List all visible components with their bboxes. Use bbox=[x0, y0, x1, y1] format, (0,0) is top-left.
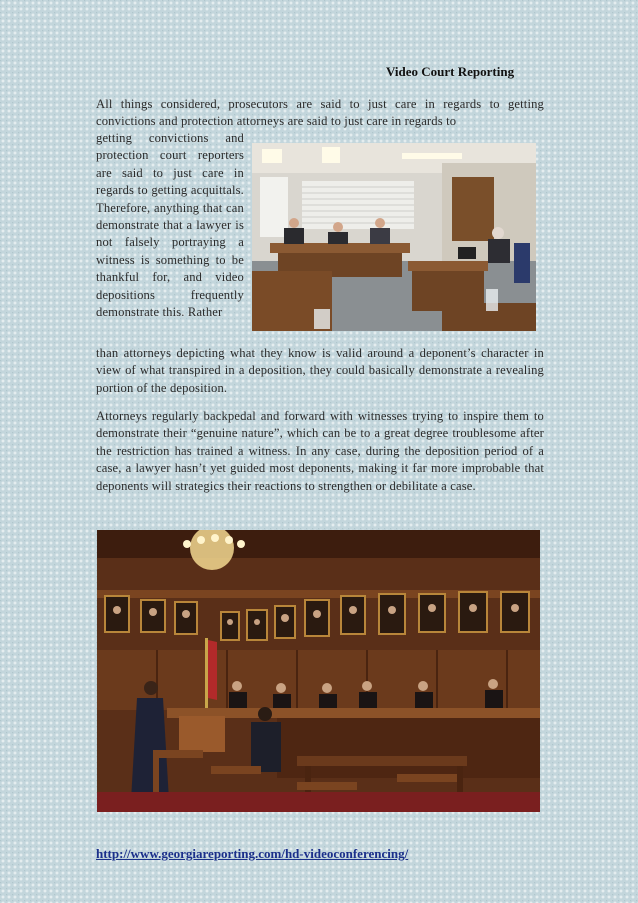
paragraph-1-full-lines: All things considered, prosecutors are said to just care in regards to getting convictions and protection attorneys are said to just care in regards to bbox=[96, 97, 544, 129]
courtroom-photo bbox=[97, 530, 540, 812]
footer-link[interactable]: http://www.georgiareporting.com/hd-videoconferencing/ bbox=[96, 846, 409, 861]
paragraph-1-continuation: than attorneys depicting what they know is valid around a deponent’s character in view of what transpired in a deposition, they could basically demonstrate a revealing portion of the deposition. bbox=[96, 346, 544, 395]
paragraph-1-wrapped-lines: getting convictions and protection court reporters are said to just care in regards to getting acquittals. Therefore, anything that can demonstrate that a lawyer is not falsely portraying a witness is something to be thankful for, and video depositions frequently demonstrate this. Rather bbox=[96, 131, 244, 320]
paragraph-2: Attorneys regularly backpedal and forward with witnesses trying to inspire them to demonstrate their “genuine nature”, which can be to a great degree troublesome after the restriction has trained a witness. In any case, during the deposition period of a case, a lawyer hasn’t yet guided most deponents, making it far more improbable that deponents will strategics their reactions to strengthen or debilitate a case. bbox=[96, 409, 544, 493]
document-title: Video Court Reporting bbox=[386, 64, 515, 79]
office-photo bbox=[252, 143, 536, 331]
